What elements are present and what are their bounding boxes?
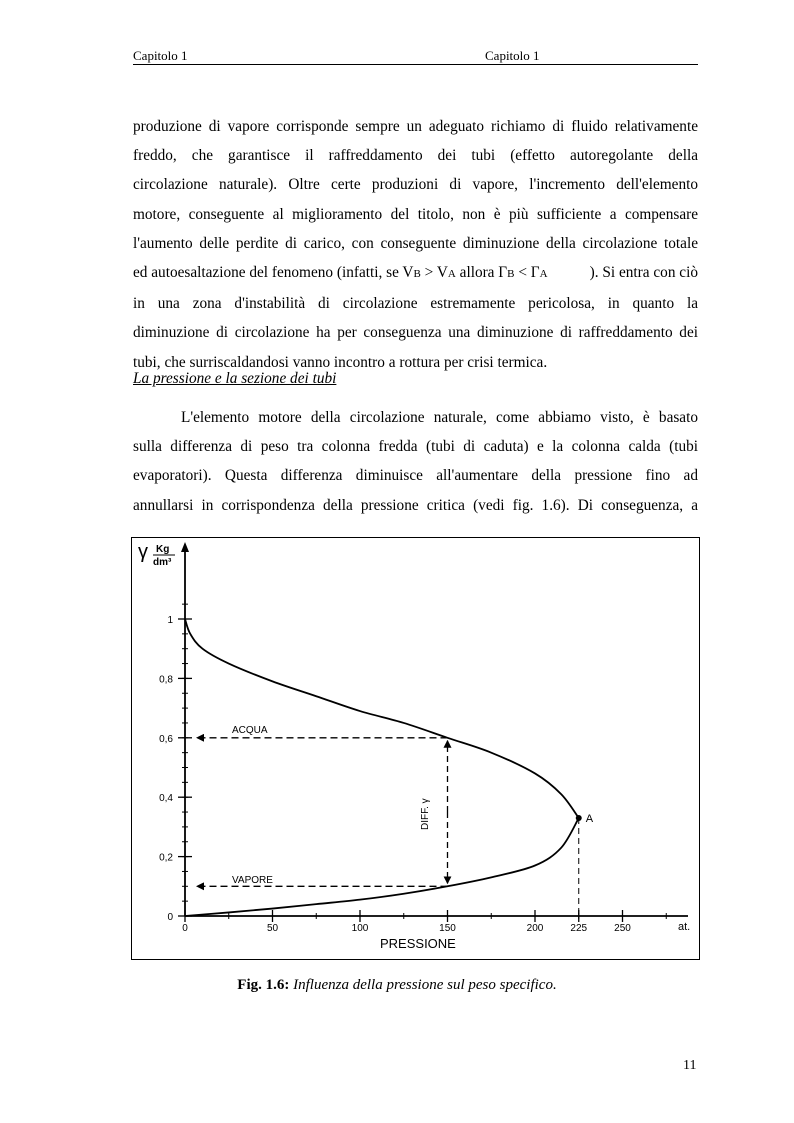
vapore-label: VAPORE [232,875,273,886]
critical-point-label: A [585,812,594,825]
x-tick-label: 100 [351,923,369,934]
vapore-curve [185,818,579,916]
caption-text: Influenza della pressione sul peso specifico. [289,977,557,993]
x-tick-label: 200 [526,923,544,934]
header-right: Capitolo 1 [485,48,540,63]
y-unit-denominator: dm³ [153,557,172,568]
text-line: produzione di vapore corrisponde sempre un adeguato richiamo di fluido relativamente [133,118,698,135]
x-unit-label: at. [678,921,691,933]
x-tick-label: 225 [570,923,588,934]
critical-point-marker [576,815,582,821]
text-line: tubi, che surriscaldandosi vanno incontro a rottura per crisi termica. [133,353,548,371]
text-line: sulla differenza di peso tra colonna fredda (tubi di caduta) e la colonna calda (tubi [133,438,698,456]
text-line: evaporatori). Questa differenza diminuisce all'aumentare della pressione fino ad [133,467,698,485]
text-line: circolazione naturale). Oltre certe produzioni di vapore, l'incremento dell'elemento [133,176,698,194]
y-tick-label: 0,8 [159,674,173,686]
paragraph-1 [133,112,698,377]
figure-caption [0,977,794,994]
text-line: freddo, che garantisce il raffreddamento dei tubi (effetto autoregolante della [133,147,698,165]
text-line: annullarsi in corrispondenza della pressione critica (vedi fig. 1.6). Di conseguenza, a [133,496,698,514]
y-tick-label: 0,4 [159,793,173,805]
text-line: ed autoesaltazione del fenomeno (infatti, se VB > VA allora ΓB < ΓA ). Si entra con ciò [133,264,698,282]
text-line: diminuzione di circolazione ha per conseguenza una diminuzione di raffreddamento dei [133,324,698,342]
page-number: 11 [683,1058,697,1073]
text-line: L'elemento motore della circolazione naturale, come abbiamo visto, è basato [181,409,698,426]
caption-label: Fig. 1.6: [237,977,290,993]
page-header [133,48,698,65]
paragraph-2 [133,403,698,520]
text-line: motore, conseguente al miglioramento del titolo, non è più sufficiente a compensare [133,205,698,223]
y-tick-label: 0 [167,912,173,923]
pressure-density-chart [132,538,699,959]
x-tick-label: 50 [266,923,279,934]
acqua-label: ACQUA [232,725,268,736]
x-tick-label: 0 [182,923,188,934]
diff-gamma-label: DIFF. γ [420,798,431,830]
text-line: l'aumento delle perdite di carico, con conseguente diminuzione della circolazione totale [133,234,698,252]
header-left: Capitolo 1 [133,48,188,63]
x-tick-label: 250 [614,923,631,934]
x-axis-title: PRESSIONE [380,936,456,951]
y-tick-label: 0,6 [159,733,173,745]
x-tick-label: 150 [439,923,456,934]
section-title: La pressione e la sezione dei tubi [133,370,337,387]
text-line: in una zona d'instabilità di circolazione estremamente pericolosa, in quanto la [133,295,698,313]
y-axis-symbol: γ [138,541,148,563]
acqua-curve [185,619,579,818]
figure-frame [131,537,700,960]
y-axis-arrow [181,542,189,552]
y-unit-numerator: Kg [156,544,170,555]
y-tick-label: 1 [167,615,173,626]
y-tick-label: 0,2 [159,852,173,864]
